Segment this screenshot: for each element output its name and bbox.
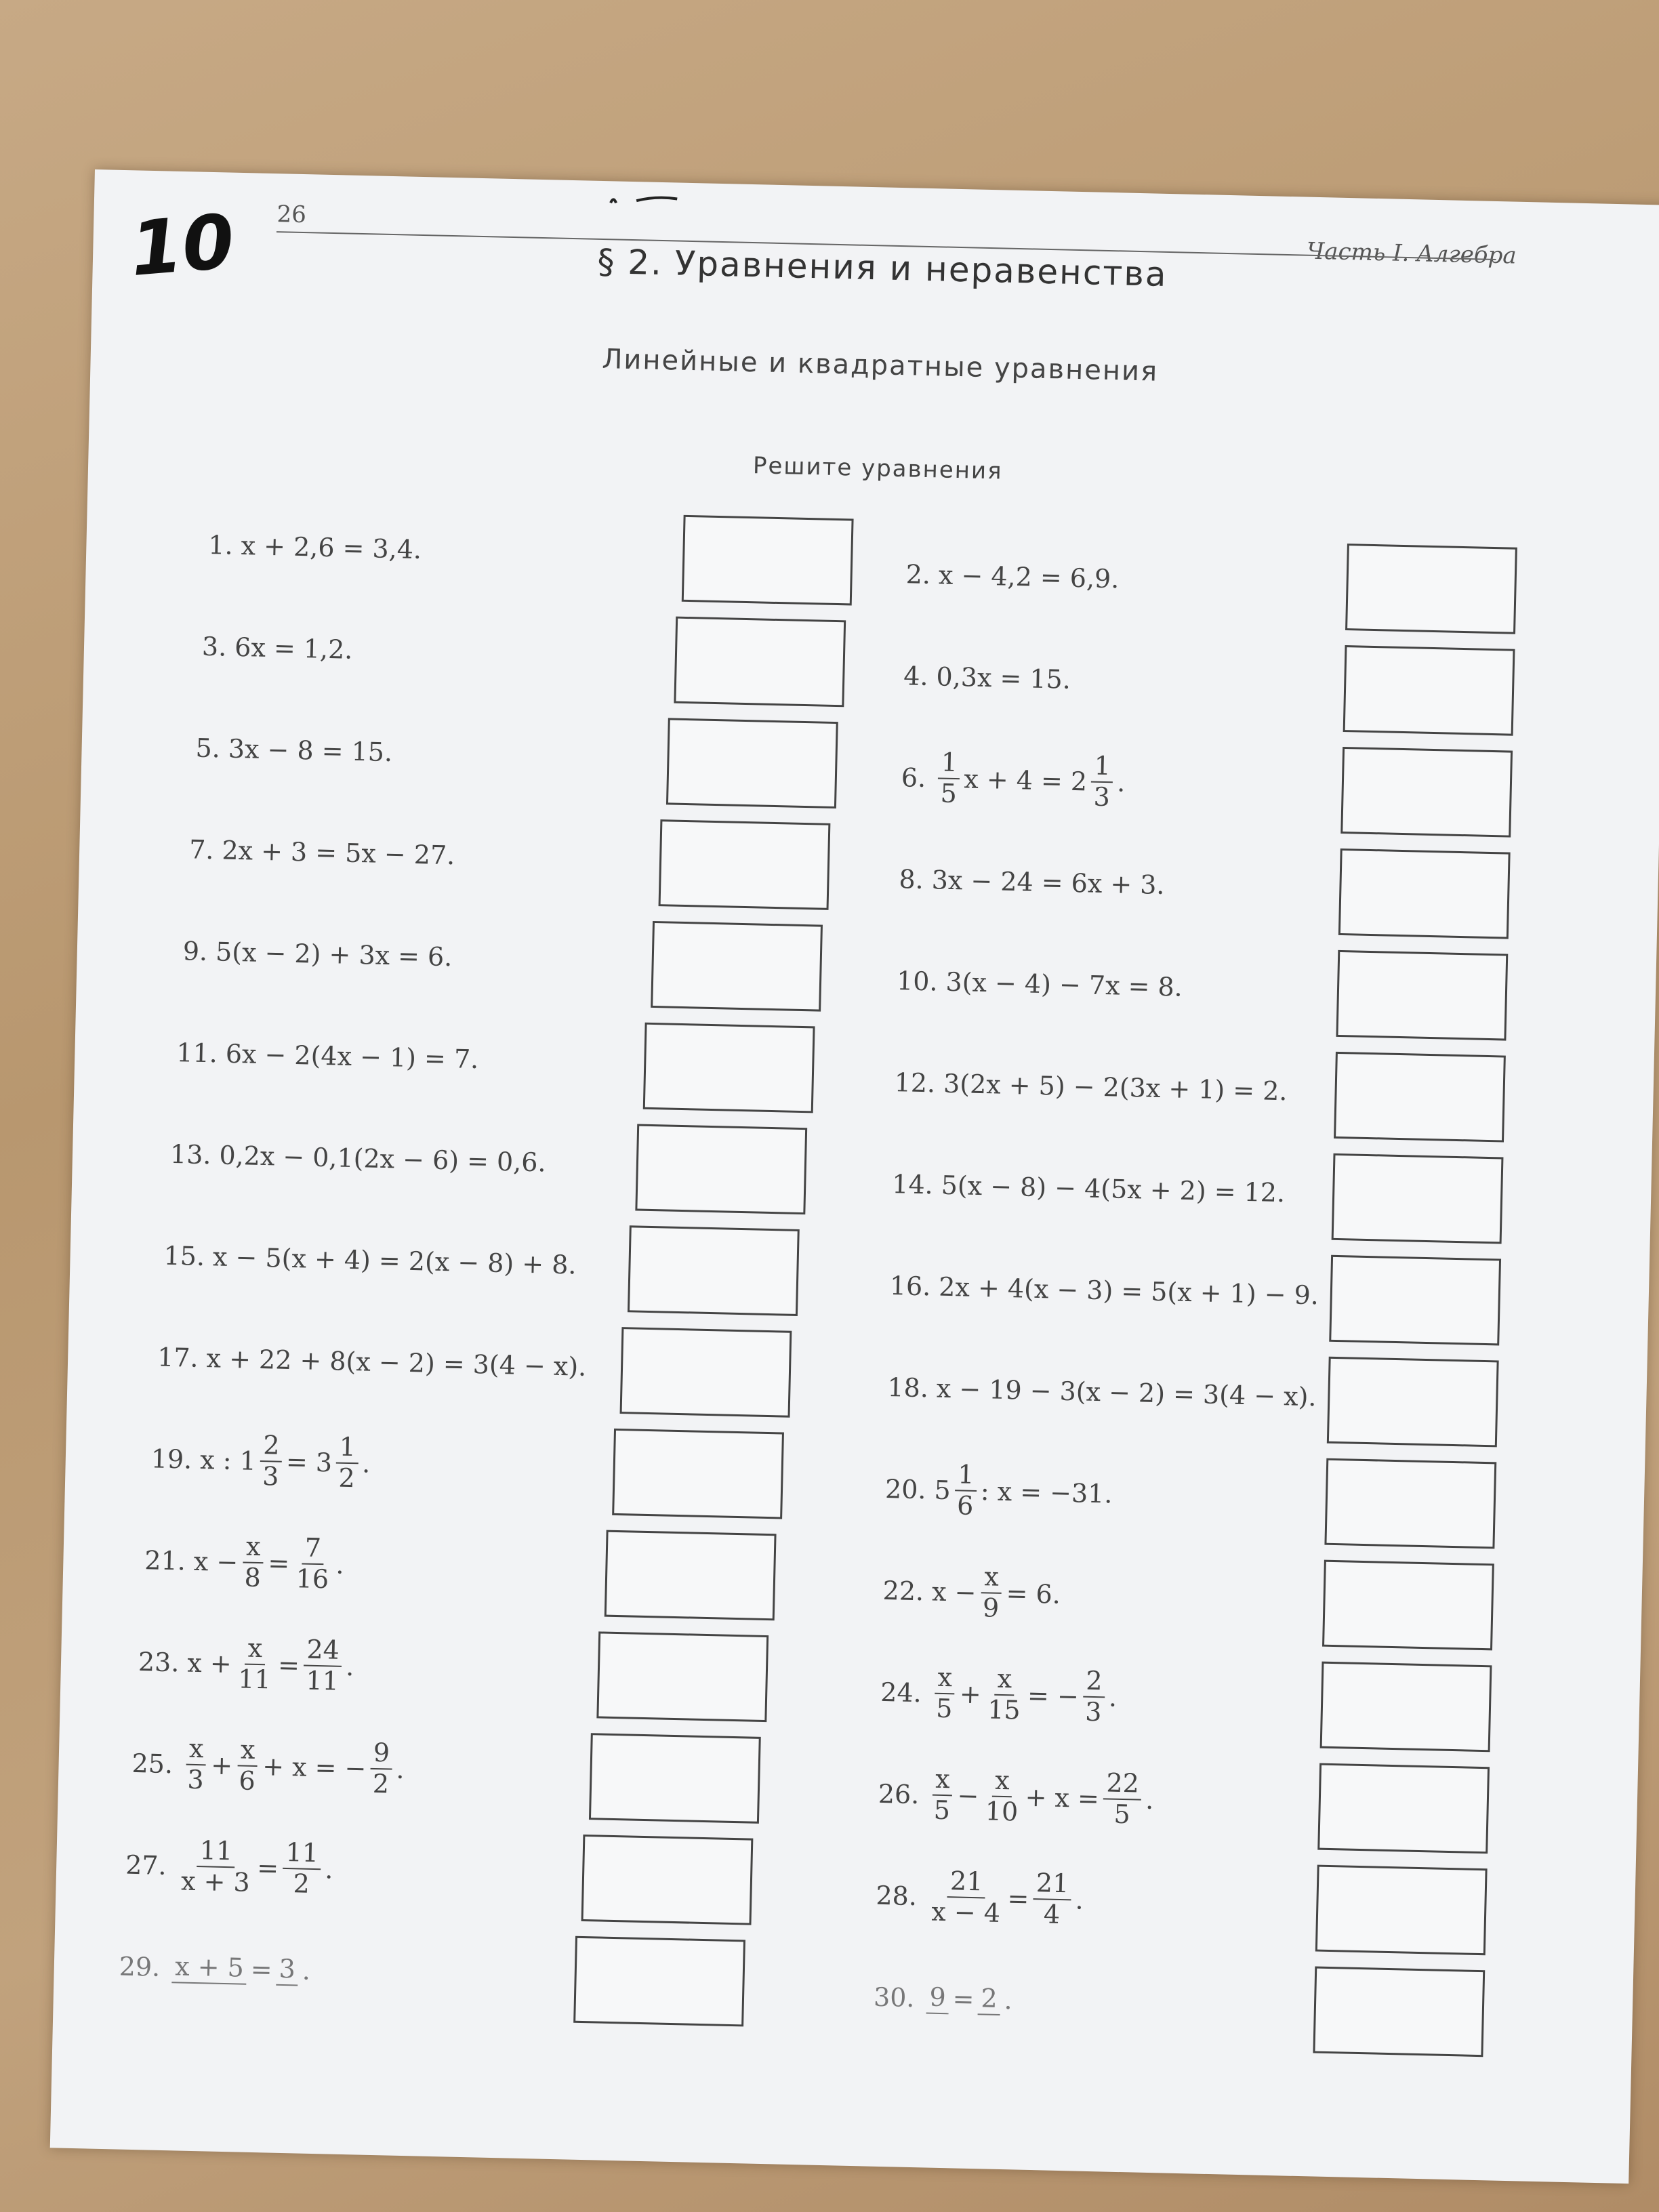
equation-middle: = (256, 1853, 279, 1883)
equation (929, 1663, 1118, 1728)
problem-number: 2. (905, 559, 931, 590)
fraction-1-numerator: x + 5 (172, 1952, 247, 1984)
problem-number: 7. (188, 834, 215, 865)
problem-9 (182, 903, 453, 1004)
problem-16 (888, 1238, 1319, 1343)
problem-number: 19. (150, 1443, 192, 1475)
fraction-1-numerator: 11 (197, 1836, 235, 1868)
equation-middle: = (267, 1548, 290, 1579)
fraction-1-numerator: 1 (955, 1460, 977, 1492)
equation-end: . (1116, 767, 1126, 798)
fraction-2 (985, 1664, 1024, 1726)
fraction-2-denominator: 4 (1043, 1899, 1061, 1929)
equation-prefix: x − (931, 1576, 977, 1608)
problem-11 (176, 1005, 480, 1107)
subtitle: Линейные и квадратные уравнения (601, 344, 1159, 388)
problem-27 (125, 1818, 334, 1917)
equation-text: 3(2x + 5) − 2(3x + 1) = 2. (943, 1068, 1288, 1107)
fraction-2-numerator: 1 (336, 1433, 359, 1464)
equation (199, 1429, 371, 1494)
problem-10 (896, 933, 1184, 1035)
equation-end: . (1145, 1784, 1154, 1816)
section-title: § 2. Уравнения и неравенства (596, 241, 1168, 294)
worksheet-page (50, 169, 1659, 2184)
problem-number: 29. (119, 1951, 161, 1982)
equation (934, 1460, 1113, 1524)
fraction-1 (928, 1866, 1004, 1929)
equation (939, 560, 1120, 594)
equation-end: . (1108, 1682, 1118, 1713)
fraction-2-denominator: 10 (985, 1796, 1019, 1827)
problem-number: 8. (899, 864, 924, 895)
fraction-2 (293, 1534, 332, 1595)
fraction-2 (282, 1838, 321, 1900)
equation-end: . (302, 1955, 311, 1986)
fraction-1-denominator: x + 3 (180, 1866, 251, 1898)
answer-box-15[interactable] (628, 1225, 800, 1316)
fraction-3 (1103, 1769, 1142, 1830)
problem-number: 6. (901, 762, 926, 794)
equation-end: . (324, 1854, 334, 1885)
fraction-3-denominator: 5 (1113, 1799, 1131, 1830)
equation-text: 6x = 1,2. (234, 632, 353, 665)
equation (228, 734, 392, 767)
fraction-1-numerator: x (933, 1765, 953, 1796)
equation-text: x − 19 − 3(x − 2) = 3(4 − x). (936, 1373, 1317, 1412)
answer-box-4[interactable] (1343, 645, 1515, 736)
equation (939, 1272, 1319, 1311)
fraction-1-numerator: x (981, 1563, 1002, 1594)
equation (241, 531, 422, 565)
problem-21 (144, 1513, 345, 1612)
answer-box-8[interactable] (1338, 848, 1511, 939)
equation (225, 1039, 478, 1074)
fraction-3-numerator: 22 (1103, 1769, 1142, 1801)
equation-text: x + 2,6 = 3,4. (241, 531, 422, 565)
fraction-3 (369, 1738, 392, 1799)
fraction-1 (926, 1983, 949, 2014)
fraction-2-denominator: 3 (1093, 781, 1111, 813)
fraction-2-numerator: 1 (1091, 752, 1113, 783)
fraction-1-numerator: 1 (938, 748, 960, 779)
problem-8 (898, 832, 1166, 933)
problem-4 (903, 628, 1072, 727)
problem-1 (207, 497, 423, 597)
equation-text: 0,3x = 15. (936, 661, 1071, 695)
fraction-2 (978, 1984, 1000, 2015)
equation (945, 967, 1183, 1002)
equation-text: 0,2x − 0,1(2x − 6) = 0,6. (218, 1140, 547, 1178)
answer-box-11[interactable] (643, 1023, 815, 1113)
equation-text: x − 5(x + 4) = 2(x − 8) + 8. (212, 1242, 577, 1280)
fraction-2-numerator: 24 (304, 1635, 342, 1667)
fraction-1-numerator: 2 (260, 1431, 283, 1462)
problem-30 (873, 1950, 1014, 2048)
equation-prefix: x + (186, 1647, 232, 1679)
fraction-1-denominator: 5 (933, 1795, 951, 1826)
problem-3 (201, 599, 354, 697)
equation (936, 661, 1071, 694)
answer-box-16[interactable] (1329, 1255, 1501, 1346)
equation (180, 1734, 405, 1800)
problem-26 (877, 1746, 1155, 1847)
answer-box-1[interactable] (682, 515, 854, 606)
answer-box-13[interactable] (635, 1124, 807, 1215)
instruction: Решите уравнения (752, 452, 1004, 485)
equation-text: 3x − 24 = 6x + 3. (931, 865, 1166, 901)
equation-end: . (1004, 1985, 1013, 2015)
fraction-3-denominator: 3 (1084, 1696, 1103, 1727)
page-number: 26 (276, 201, 307, 229)
equation-middle: + (210, 1750, 233, 1781)
problem-7 (188, 802, 456, 903)
fraction-1 (235, 1634, 274, 1696)
equation-text: 6x − 2(4x − 1) = 7. (225, 1038, 479, 1075)
equation (174, 1836, 334, 1900)
answer-box-29[interactable] (573, 1936, 745, 2027)
equation (924, 1866, 1084, 1931)
problem-12 (893, 1035, 1288, 1139)
answer-box-19[interactable] (612, 1429, 784, 1519)
fraction-2-denominator: 6 (239, 1765, 256, 1796)
equation (943, 1069, 1288, 1107)
problem-number: 28. (876, 1880, 918, 1912)
problem-number: 12. (894, 1067, 936, 1099)
problem-number: 5. (195, 733, 221, 764)
fraction-2-numerator: x (992, 1766, 1012, 1797)
problem-number: 4. (903, 661, 929, 692)
fraction-1 (933, 1663, 956, 1724)
fraction-1-numerator: 9 (926, 1983, 949, 2014)
equation-middle: = (250, 1954, 273, 1985)
fraction-1 (937, 748, 960, 809)
equation (219, 1141, 546, 1178)
equation (168, 1952, 311, 1986)
answer-box-20[interactable] (1324, 1458, 1496, 1549)
problem-20 (884, 1441, 1113, 1542)
problem-number: 10. (896, 966, 939, 997)
equation (216, 937, 453, 972)
fraction-2 (276, 1954, 298, 1986)
fraction-1-denominator: 5 (935, 1693, 953, 1724)
equation-prefix: x − (193, 1546, 239, 1578)
problem-19 (150, 1411, 371, 1511)
fraction-1-numerator: x (186, 1734, 206, 1765)
fraction-1-numerator: x (935, 1663, 955, 1694)
answer-box-22[interactable] (1322, 1560, 1494, 1651)
answer-box-6[interactable] (1340, 747, 1513, 838)
problem-number: 11. (176, 1038, 218, 1069)
problem-23 (137, 1614, 355, 1714)
fraction-1-denominator: x − 4 (930, 1896, 1001, 1928)
equation (933, 748, 1126, 813)
fraction-1 (979, 1563, 1002, 1624)
running-head: Часть I. Алгебра (1306, 237, 1517, 270)
equation-middle-2: + x = (1025, 1782, 1100, 1814)
problem-number: 23. (138, 1647, 180, 1678)
fraction-2-denominator: 2 (338, 1462, 356, 1494)
answer-box-5[interactable] (666, 718, 838, 808)
answer-box-25[interactable] (589, 1733, 761, 1824)
fraction-3-numerator: 9 (370, 1738, 392, 1769)
fraction-2 (335, 1433, 359, 1494)
answer-box-24[interactable] (1320, 1662, 1492, 1753)
equation-end: . (345, 1651, 354, 1682)
equation-text: 2x + 4(x − 3) = 5(x + 1) − 9. (938, 1271, 1319, 1311)
fraction-1 (241, 1532, 264, 1593)
equation-end: . (335, 1549, 345, 1580)
problem-number: 3. (201, 631, 227, 662)
fraction-2-numerator: 21 (1033, 1868, 1071, 1900)
equation-middle: = (277, 1650, 300, 1681)
fraction-2 (982, 1766, 1021, 1828)
fraction-3-denominator: 2 (372, 1768, 390, 1799)
problem-22 (882, 1543, 1061, 1642)
answer-box-23[interactable] (596, 1631, 769, 1722)
equation-prefix: x : 1 (199, 1445, 257, 1476)
answer-box-12[interactable] (1334, 1052, 1506, 1143)
equation (222, 836, 455, 871)
answer-box-30[interactable] (1313, 1967, 1485, 2057)
problem-number: 21. (144, 1545, 186, 1576)
answer-box-28[interactable] (1315, 1865, 1488, 1956)
fraction-3-numerator: 2 (1083, 1666, 1105, 1698)
fraction-1 (178, 1836, 254, 1898)
equation (186, 1633, 354, 1697)
problem-2 (905, 527, 1120, 626)
equation-text: 3x − 8 = 15. (228, 733, 393, 768)
equation-text: 3(x − 4) − 7x = 8. (945, 966, 1183, 1002)
fraction-2 (303, 1635, 342, 1697)
problem-number: 22. (882, 1575, 924, 1607)
problem-number: 30. (873, 1982, 916, 2013)
answer-box-7[interactable] (659, 819, 831, 910)
problem-number: 16. (889, 1271, 931, 1302)
equation-text: x + 22 + 8(x − 2) = 3(4 − x). (206, 1343, 587, 1382)
equation-middle: = (1007, 1883, 1029, 1914)
fraction-2-numerator: x (237, 1736, 258, 1767)
fraction-1-numerator: x (243, 1532, 264, 1563)
equation-middle-2: + x = − (262, 1751, 367, 1784)
equation-text: 5(x − 2) + 3x = 6. (215, 937, 453, 972)
answer-box-14[interactable] (1332, 1153, 1504, 1244)
fraction-1-denominator: 11 (237, 1664, 272, 1695)
equation (213, 1242, 577, 1279)
problem-15 (163, 1208, 577, 1313)
fraction-2-denominator: 16 (295, 1563, 329, 1595)
fraction-1 (184, 1734, 207, 1795)
equation (941, 1170, 1285, 1208)
fraction-1-denominator: 3 (187, 1764, 205, 1795)
fraction-2 (1090, 752, 1113, 813)
fraction-2-numerator: 3 (276, 1954, 298, 1986)
fraction-1 (930, 1765, 954, 1826)
equation (931, 865, 1165, 900)
problem-number: 9. (182, 936, 208, 967)
equation-middle: = 3 (285, 1446, 333, 1478)
fraction-1-denominator: 8 (244, 1562, 262, 1593)
fraction-2-numerator: 11 (283, 1838, 321, 1870)
problem-number: 26. (878, 1778, 920, 1810)
equation-middle: = 6. (1006, 1578, 1061, 1610)
equation-middle: = (952, 1984, 975, 2015)
equation-middle: : x = −31. (980, 1476, 1113, 1509)
answer-box-27[interactable] (581, 1835, 754, 1925)
answer-box-18[interactable] (1327, 1357, 1499, 1448)
fraction-1-denominator: 6 (956, 1490, 974, 1521)
equation-middle-2: = − (1027, 1680, 1080, 1712)
answer-box-26[interactable] (1317, 1763, 1490, 1854)
fraction-2-numerator: 7 (302, 1534, 324, 1565)
problem-number: 14. (891, 1169, 934, 1200)
equation-middle: − (957, 1780, 979, 1811)
fraction-1-denominator: 9 (982, 1593, 1000, 1623)
fraction-2-denominator: 2 (293, 1868, 310, 1899)
equation-end: . (396, 1754, 405, 1784)
problem-number: 25. (131, 1748, 173, 1780)
problem-17 (157, 1310, 588, 1414)
problem-14 (891, 1136, 1286, 1240)
equation (936, 1374, 1317, 1412)
equation-text: 5(x − 8) − 4(5x + 2) = 12. (941, 1170, 1286, 1208)
fraction-2 (236, 1736, 259, 1797)
problem-28 (875, 1848, 1084, 1948)
equation (926, 1765, 1154, 1830)
fraction-1-denominator: 3 (262, 1461, 280, 1492)
equation (206, 1343, 587, 1382)
answer-box-3[interactable] (674, 617, 846, 708)
equation-text: 2x + 3 = 5x − 27. (222, 835, 455, 871)
answer-box-2[interactable] (1345, 544, 1517, 634)
equation-end: . (361, 1448, 371, 1479)
answer-box-21[interactable] (605, 1530, 777, 1621)
equation-middle: + (959, 1679, 982, 1710)
fraction-1 (260, 1431, 283, 1492)
fraction-1-denominator: 5 (940, 778, 958, 809)
equation (193, 1531, 345, 1595)
problem-number: 15. (163, 1240, 205, 1272)
problem-number: 17. (157, 1342, 199, 1373)
problem-number: 27. (125, 1849, 167, 1881)
equation-prefix: 5 (934, 1475, 951, 1506)
equation (931, 1561, 1061, 1625)
equation-middle: x + 4 = 2 (963, 764, 1088, 797)
equation-text: x − 4,2 = 6,9. (938, 560, 1120, 594)
fraction-1 (172, 1952, 247, 1984)
equation (234, 632, 353, 665)
problem-24 (880, 1645, 1118, 1745)
pen-mark (609, 188, 684, 209)
answer-box-10[interactable] (1336, 950, 1508, 1041)
problem-number: 20. (884, 1473, 927, 1505)
problem-13 (169, 1107, 547, 1210)
problem-number: 24. (880, 1677, 922, 1708)
problem-number: 13. (169, 1139, 211, 1170)
handwritten-mark: 10 (127, 197, 238, 293)
fraction-2-numerator: 2 (978, 1984, 1000, 2015)
problem-25 (131, 1716, 405, 1817)
problem-number: 18. (887, 1372, 929, 1404)
answer-box-17[interactable] (620, 1327, 792, 1418)
fraction-2-denominator: 11 (305, 1665, 340, 1696)
equation (922, 1983, 1012, 2016)
fraction-1-numerator: 21 (947, 1867, 986, 1899)
fraction-1-numerator: x (245, 1634, 265, 1665)
answer-box-9[interactable] (651, 921, 823, 1012)
problem-29 (118, 1919, 311, 2018)
fraction-3 (1082, 1666, 1105, 1727)
problem-5 (194, 701, 394, 800)
problem-6 (900, 730, 1126, 830)
problem-number: 1. (207, 529, 234, 560)
fraction-1 (954, 1460, 977, 1521)
fraction-2 (1032, 1868, 1071, 1930)
problem-18 (886, 1340, 1317, 1444)
equation-end: . (1075, 1885, 1084, 1915)
fraction-2-numerator: x (994, 1664, 1015, 1696)
fraction-2-denominator: 15 (987, 1694, 1021, 1725)
